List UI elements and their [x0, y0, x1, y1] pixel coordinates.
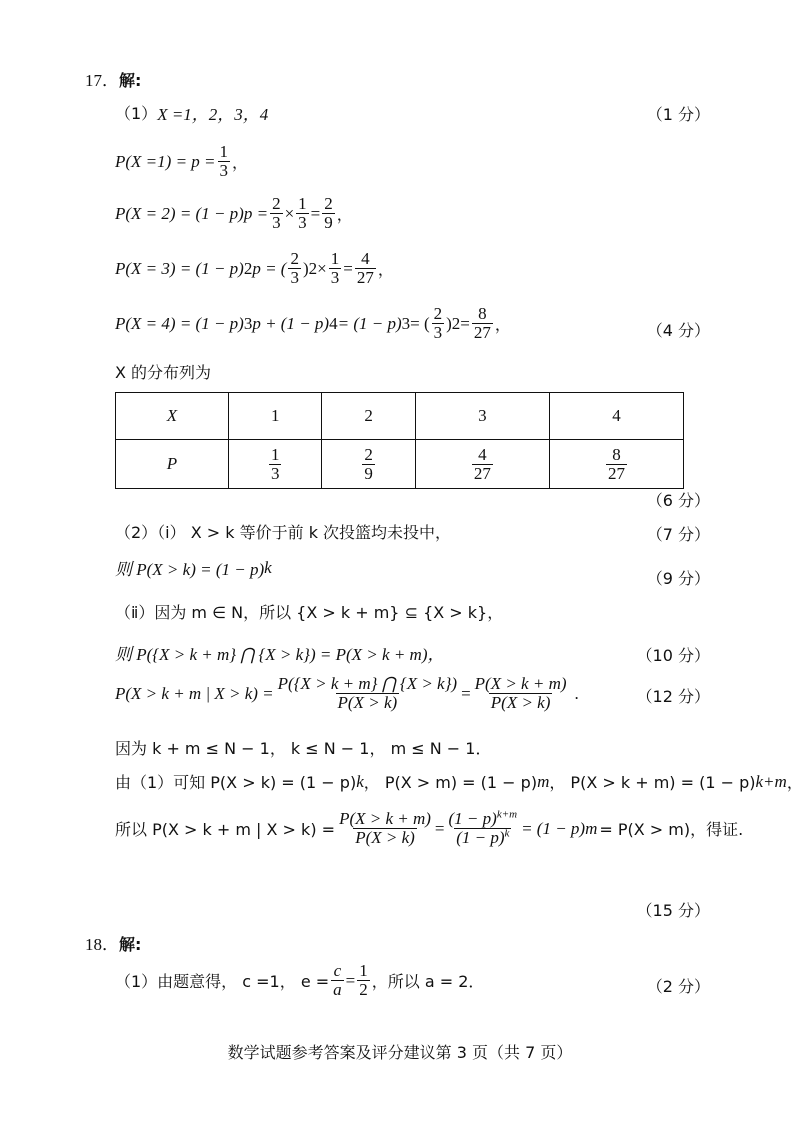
exp: k [504, 827, 510, 840]
den: 3 [219, 161, 229, 180]
equals: = [460, 313, 470, 333]
score-7: （7 分） [646, 525, 710, 544]
distribution-table [115, 392, 684, 489]
cell-value: 2 [364, 406, 373, 425]
q18-heading [85, 930, 141, 955]
equals: = [343, 258, 353, 278]
then-2: 则 P({X > k + m} ⋂ {X > k}) = P(X > k + m)， [115, 645, 445, 664]
table-header-x [116, 393, 229, 440]
table-cell [322, 440, 415, 489]
frac [329, 250, 342, 287]
exp: k+m [496, 808, 518, 821]
cond-lhs: P(X > k + m | X > k) = [115, 683, 274, 703]
num: 1 [270, 444, 280, 464]
den: P(X > k) [337, 693, 398, 712]
frac [270, 195, 283, 232]
num: 8 [478, 304, 487, 323]
score-q18-2: （2 分） [646, 977, 710, 996]
table-cell [415, 440, 549, 489]
frac [432, 305, 445, 342]
den-text: (1 − p) [456, 828, 505, 847]
q18-part1 [115, 962, 484, 999]
frac [357, 962, 370, 999]
from1-c: ， P(X > k + m) = (1 − p) [549, 773, 756, 792]
frac [447, 810, 520, 847]
x-label: X [166, 406, 178, 425]
p4-lhs: P(X = 4) = (1 − p) [115, 313, 244, 333]
so-lhs: 所以 P(X > k + m | X > k) = [115, 820, 336, 839]
cell-value: 3 [478, 406, 487, 425]
num: 2 [272, 194, 281, 213]
equals: = [345, 970, 356, 990]
eq-p1 [115, 143, 248, 180]
q18-label: 解: [119, 935, 142, 954]
eq-conclusion: 所以 P(X > k + m | X > k) = $\frac{P(X > k + m)}{P(X > k)}$ = $\frac{(1 - p)^{k+m}}{(1 - p)^k}$ = (1 − p) m = P(X > m)，得证. [115, 808, 744, 847]
frac [296, 195, 309, 232]
num: c [333, 961, 342, 980]
part2-ii: （ⅱ）因为 m ∈ N，所以 {X > k + m} ⊆ {X > k}， [115, 603, 504, 622]
p4-mid2: = (1 − p) [337, 313, 402, 333]
frac [269, 446, 282, 483]
cell-value: 1 [270, 406, 280, 425]
num: 1 [219, 142, 229, 161]
num: 1 [359, 961, 368, 980]
times: × [284, 203, 295, 223]
p3-mid: p = ( [252, 258, 287, 278]
cell-value: 4 [612, 406, 621, 425]
comma: ， [232, 153, 249, 172]
q17-heading [85, 66, 141, 91]
frac [331, 962, 344, 999]
table-cell [229, 393, 322, 440]
den: a [333, 980, 342, 999]
times: × [317, 258, 327, 278]
den: 27 [473, 323, 491, 342]
q18-number: 18． [85, 935, 119, 954]
num: 4 [478, 444, 487, 464]
frac [276, 675, 459, 712]
den: 27 [356, 268, 374, 287]
page-footer: 数学试题参考答案及评分建议第 3 页（共 7 页） [227, 1043, 573, 1062]
score-4: （4 分） [646, 321, 710, 340]
num: 4 [361, 249, 370, 268]
from1-b: ， P(X > m) = (1 − p) [363, 773, 538, 792]
period: . [574, 683, 579, 703]
frac [472, 305, 493, 342]
num-text: (1 − p) [448, 809, 497, 828]
den: 3 [272, 213, 281, 232]
frac [218, 143, 231, 180]
comma: ， [336, 205, 353, 224]
frac [355, 250, 376, 287]
from-part1: 由（1）可知 P(X > k) = (1 − p) k ， P(X > m) = (1 − p) m ， P(X > k + m) = (1 − p) k+m ， [115, 771, 803, 792]
den: 3 [433, 323, 443, 342]
score-6: （6 分） [646, 491, 710, 510]
table-row-p [116, 440, 684, 489]
den: 9 [364, 463, 373, 483]
comma: ， [494, 315, 511, 334]
p-label: P [166, 454, 178, 473]
score-9: （9 分） [646, 569, 710, 588]
so-rhs2: = P(X > m)，得证. [599, 820, 744, 839]
den: 27 [473, 463, 491, 483]
p4-mid3: = ( [410, 313, 430, 333]
x-values: X =1，2，3，4 [157, 105, 269, 124]
equals: = [310, 203, 321, 223]
comma: ， [786, 773, 803, 792]
table-header-p [116, 440, 229, 489]
then-1: 则 P(X > k) = (1 − p) k [115, 555, 272, 580]
q17-label: 解: [119, 71, 142, 90]
table-cell [549, 393, 683, 440]
den: P(X > k) [490, 693, 551, 712]
frac [473, 675, 569, 712]
den: 9 [324, 213, 333, 232]
num: 1 [298, 194, 307, 213]
equals: = [434, 818, 445, 838]
eq-p3: P(X = 3) = (1 − p) 2 p = ( $\frac{2}{3}$ ) 2 × $\frac{1}{3}$ = $\frac{4}{27}$ ， [115, 249, 394, 287]
score-10: （10 分） [636, 646, 710, 665]
frac [337, 810, 433, 847]
equals: = [461, 683, 471, 703]
from1-a: 由（1）可知 P(X > k) = (1 − p) [115, 773, 357, 792]
den: 3 [298, 213, 307, 232]
table-cell [415, 393, 549, 440]
den: 3 [290, 268, 299, 287]
num: 1 [330, 249, 340, 268]
num: P({X > k + m} ⋂ {X > k}) [277, 674, 458, 693]
score-15: （15 分） [636, 901, 710, 920]
p4-mid: p + (1 − p) [252, 313, 330, 333]
q18-part1-text: （1）由题意得， c =1， e = [115, 972, 330, 991]
num: 8 [612, 444, 621, 464]
den: P(X > k) [355, 828, 415, 847]
frac [606, 446, 627, 483]
paren: ) [302, 258, 309, 278]
because-line: 因为 k + m ≤ N − 1， k ≤ N − 1， m ≤ N − 1． [115, 739, 492, 758]
frac [472, 446, 493, 483]
num: 2 [324, 194, 333, 213]
dist-intro: X 的分布列为 [115, 363, 212, 382]
den: 3 [270, 463, 280, 483]
num: P(X > k + m) [339, 809, 431, 828]
num: 2 [364, 444, 373, 464]
q17-number: 17． [85, 71, 119, 90]
table-row-x [116, 393, 684, 440]
frac [288, 250, 301, 287]
table-cell [229, 440, 322, 489]
eq-p4: P(X = 4) = (1 − p) 3 p + (1 − p) 4 = (1 − p) 3 = ( $\frac{2}{3}$ ) 2 = $\frac{8}{27}$ ， [115, 304, 511, 342]
den: 27 [607, 463, 625, 483]
score-12: （12 分） [636, 687, 710, 706]
q17-part1 [115, 100, 268, 125]
num: 2 [433, 304, 443, 323]
paren: ) [446, 313, 452, 333]
frac [322, 195, 335, 232]
frac [362, 446, 375, 483]
p1-lhs: P(X =1) = p = [115, 151, 216, 171]
p3-lhs: P(X = 3) = (1 − p) [115, 258, 244, 278]
den [454, 828, 511, 847]
part1-label: （1） [115, 104, 158, 123]
num: P(X > k + m) [474, 674, 567, 693]
num [447, 810, 520, 828]
part2-i: （2）（ⅰ） X > k 等价于前 k 次投篮均未投中， [115, 523, 452, 542]
num: 2 [290, 249, 299, 268]
score-1: （1 分） [646, 105, 710, 124]
comma: ， [377, 260, 394, 279]
eq-p2 [115, 195, 353, 232]
then1-text: 则 P(X > k) = (1 − p) [115, 560, 265, 579]
den: 2 [359, 980, 368, 999]
eq-conditional [115, 675, 579, 712]
p2-lhs: P(X = 2) = (1 − p)p = [115, 203, 269, 223]
so-rhs: = (1 − p) [521, 818, 586, 838]
den: 3 [330, 268, 340, 287]
q18-part1-end: ，所以 a = 2． [371, 972, 485, 991]
table-cell [549, 440, 683, 489]
table-cell [322, 393, 415, 440]
